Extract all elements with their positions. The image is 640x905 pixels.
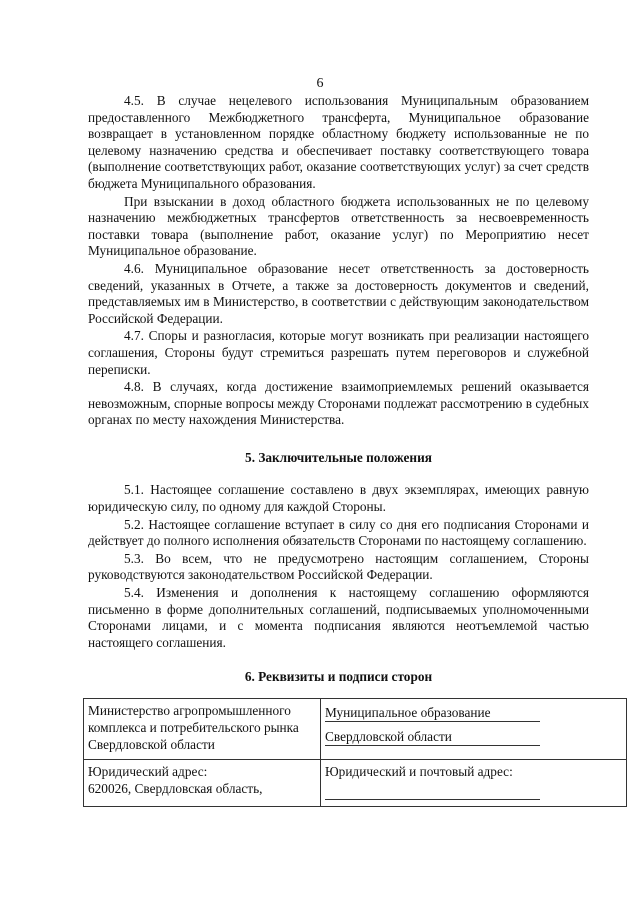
paragraph-recovery: При взыскании в доход областного бюджета использованных не по целевому назначению межбюджетных трансфертов ответственность за несвоевременность поставки товара (выполнение работ, оказание услуг) по Мероприятию несет Муниципальное образование. [88, 193, 589, 259]
requisites-table [83, 698, 627, 807]
right-party-line2: Свердловской области [325, 724, 540, 746]
paragraph-5-4: 5.4. Изменения и дополнения к настоящему соглашению оформляются письменно в форме дополнительных соглашений, подписываемых уполномоченными Сторонами лицами, и с момента подписания являются неотъемлемой частью настоящего соглашения. [88, 585, 589, 650]
left-address-cell [84, 760, 321, 807]
left-party-name: Министерство агропромышленного комплекса и потребительского рынка Свердловской области [88, 703, 299, 752]
table-row [84, 760, 627, 807]
page-number: 6 [316, 76, 324, 91]
left-address-label: Юридический адрес: [88, 764, 208, 779]
left-address-value: 620026, Свердловская область, [88, 781, 263, 796]
right-party-line1: Муниципальное образование [325, 704, 540, 722]
section-6-heading: 6. Реквизиты и подписи сторон [244, 669, 433, 685]
paragraph-4-6: 4.6. Муниципальное образование несет ответственность за достоверность сведений, указанных в Отчете, а также за достоверность документов и сведений, представляемых им в Министерство, в соответствии с действующим законодательством Российской Федерации. [88, 260, 589, 326]
paragraph-5-3: 5.3. Во всем, что не предусмотрено настоящим соглашением, Стороны руководствуются законодательством Российской Федерации. [88, 550, 589, 583]
paragraph-5-2: 5.2. Настоящее соглашение вступает в силу со дня его подписания Сторонами и действует до полного исполнения обязательств Сторонами по настоящему соглашению. [88, 516, 589, 549]
paragraph-4-7: 4.7. Споры и разногласия, которые могут возникать при реализации настоящего соглашения, Стороны будут стремиться разрешать путем переговоров и служебной переписки. [88, 328, 589, 377]
right-address-blank [325, 782, 540, 800]
paragraph-4-5: 4.5. В случае нецелевого использования Муниципальным образованием предоставленного Межбюджетного трансферта, Муниципальное образование возвращает в установленном порядке областному бюджету использованные не по целевому назначению средства и обеспечивает поставку соответствующего товара (выполнение соответствующих работ, оказание соответствующих услуг) за счет средств бюджета Муниципального образования. [88, 93, 589, 191]
document-body [88, 93, 589, 807]
section-5-heading: 5. Заключительные положения [245, 449, 432, 465]
right-party-cell [321, 699, 627, 760]
paragraph-4-8: 4.8. В случаях, когда достижение взаимоприемлемых решений оказывается невозможным, спорные вопросы между Сторонами подлежат рассмотрению в судебных органах по месту нахождения Министерства. [88, 379, 589, 428]
left-party-cell [84, 699, 321, 760]
right-address-label: Юридический и почтовый адрес: [325, 764, 513, 779]
right-address-cell [321, 760, 627, 807]
paragraph-5-1: 5.1. Настоящее соглашение составлено в двух экземплярах, имеющих равную юридическую силу, по одному для каждой Стороны. [88, 482, 589, 515]
table-row [84, 699, 627, 760]
